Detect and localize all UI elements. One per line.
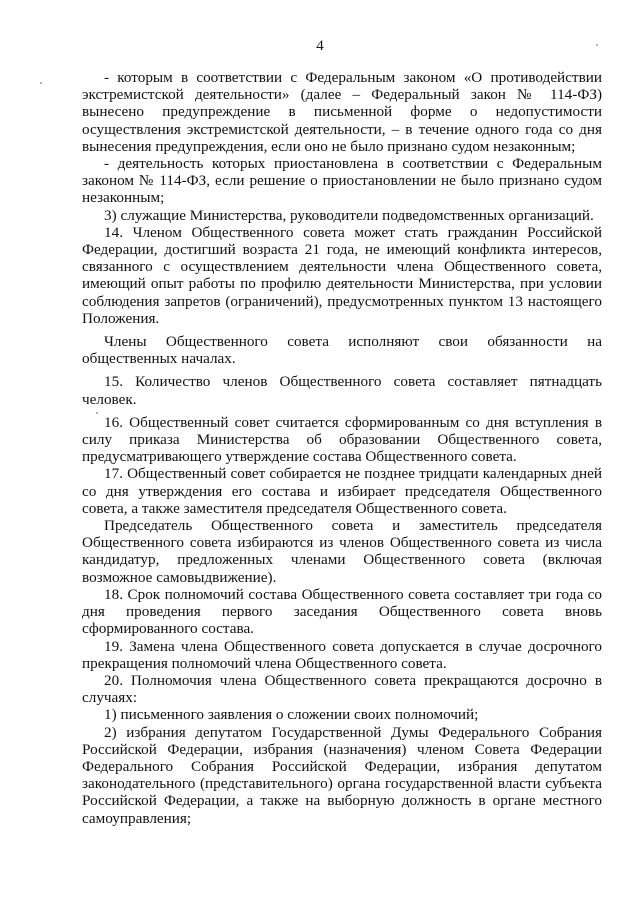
document-body: [82, 69, 602, 827]
paragraph-suspended-activity: - деятельность которых приостановлена в соответствии с Федеральным законом № 114-ФЗ, если решение о приостановлении не было признано судом незаконным;: [82, 155, 602, 207]
paragraph-15-count: 15. Количество членов Общественного совета составляет пятнадцать человек.: [82, 373, 602, 408]
paragraph-17-first-meeting: 17. Общественный совет собирается не позднее тридцати календарных дней со дня утверждения его состава и избирает председателя Общественного совета, а также заместителя председателя Общественного совета.: [82, 465, 602, 517]
paragraph-16-formation: 16. Общественный совет считается сформированным со дня вступления в силу приказа Министерства об образовании Общественного совета, предусматривающего утверждение состава Общественного совета.: [82, 413, 602, 466]
scan-speck: [596, 44, 598, 46]
paragraph-18-term: 18. Срок полномочий состава Общественного совета составляет три года со дня проведения первого заседания Общественного совета вновь сформированного состава.: [82, 585, 602, 638]
paragraph-ministry-staff: 3) служащие Министерства, руководители подведомственных организаций.: [104, 206, 594, 224]
paragraph-termination-reason-2: 2) избрания депутатом Государственной Думы Федерального Собрания Российской Федерации, избрания (назначения) членом Совета Федерации Федерального Собрания Российской Федерации, избрания депутатом законодательного (представительного) органа государственной власти субъекта Российской Федерации, а также на выборную должность в органе местного самоуправления;: [82, 723, 602, 827]
paragraph-20-termination: 20. Полномочия члена Общественного совета прекращаются досрочно в случаях:: [82, 671, 602, 707]
paragraph-chair-election: Председатель Общественного совета и заместитель председателя Общественного совета избираются из членов Общественного совета из числа кандидатур, предложенных членами Общественного совета (включая возможное самовыдвижение).: [82, 517, 602, 586]
page-number: 4: [316, 38, 324, 54]
paragraph-19-replacement: 19. Замена члена Общественного совета допускается в случае досрочного прекращения полномочий члена Общественного совета.: [82, 637, 602, 672]
paragraph-extremism-warning: - которым в соответствии с Федеральным законом «О противодействии экстремистской деятельности» (далее – Федеральный закон № 114-ФЗ) вынесено предупреждение в письменной форме о недопустимости осуществления экстремистской деятельности, – в течение одного года со дня вынесения предупреждения, если оно не было признано судом незаконным;: [82, 69, 602, 155]
paragraph-14-membership: 14. Членом Общественного совета может стать гражданин Российской Федерации, достигший возраста 21 года, не имеющий конфликта интересов, связанного с осуществлением деятельности члена Общественного совета, имеющий опыт работы по профилю деятельности Министерства, при условии соблюдения запретов (ограничений), предусмотренных пунктом 13 настоящего Положения.: [82, 223, 602, 327]
scan-speck: [40, 82, 42, 84]
paragraph-public-duties: Члены Общественного совета исполняют свои обязанности на общественных началах.: [82, 333, 602, 368]
paragraph-termination-reason-1: 1) письменного заявления о сложении своих полномочий;: [104, 706, 479, 724]
